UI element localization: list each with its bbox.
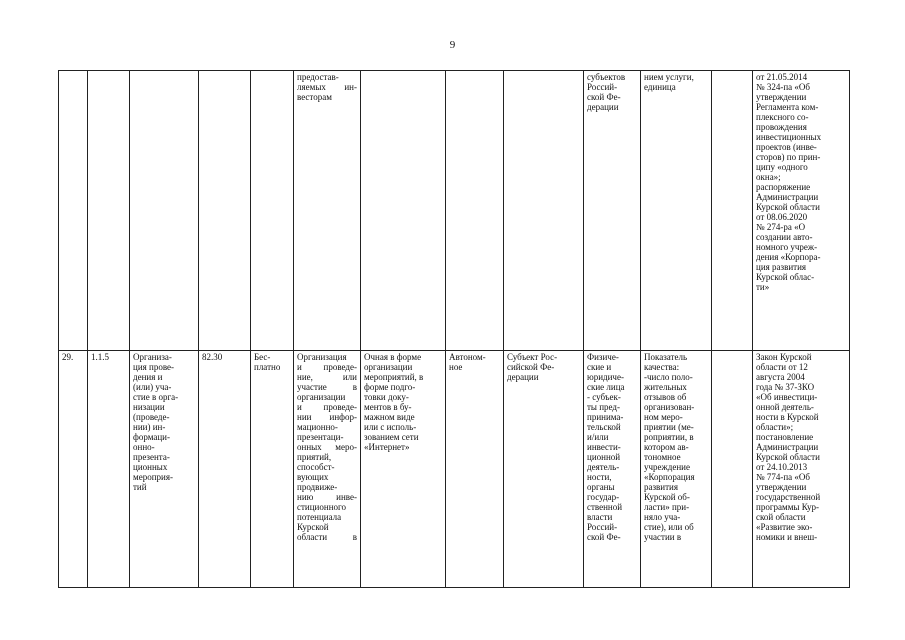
cell-form — [361, 71, 446, 351]
cell-content: Организация и проведе- ние, или участие в организации и проведе- нии инфор- мационно- презентаци- онных меро- приятий, способст- вующих продвиже- нию инве- стиционного потенциала Курской области в — [294, 351, 361, 588]
cell-form: Очная в форме организации мероприятий, в форме подго- товки доку- ментов в бу- мажном виде или с исполь- зованием сети «Интернет» — [361, 351, 446, 588]
cell-institution-type — [446, 71, 504, 351]
cell-okved — [199, 71, 251, 351]
cell-empty — [712, 351, 753, 588]
cell-content: предостав- ляемых ин- весторам — [294, 71, 361, 351]
cell-indicators: Показатель качества: -число поло- жительных отзывов об организован- ном меро- приятии (ме- роприятии, в котором ав- тономное учреждение «Корпорация развития Курской об- ласти» при- няло уча- стие), или об участии в — [641, 351, 712, 588]
table-row — [59, 71, 850, 351]
table-row — [59, 351, 850, 588]
cell-legal-basis: Закон Курской области от 12 августа 2004 года № 37-ЗКО «Об инвестици- онной деятель- ности в Курской области»; постановление Администрации Курской области от 24.10.2013 № 774-па «Об утверждении государственной программы Кур- ской области «Развитие эко- номики и внеш- — [753, 351, 850, 588]
cell-payment — [251, 71, 294, 351]
services-table — [58, 70, 850, 588]
cell-founder: Субъект Рос- сийской Фе- дерации — [504, 351, 584, 588]
cell-service-name — [130, 71, 199, 351]
cell-founder — [504, 71, 584, 351]
cell-service-name: Организа- ция прове- дения и (или) уча- стие в орга- низации (проведе- нии) ин- формаци- онно- презента- ционных мероприя- тий — [130, 351, 199, 588]
cell-code — [88, 71, 130, 351]
cell-consumers: Физиче- ские и юридиче- ские лица - субъек- ты пред- принима- тельской и/или инвести- ционной деятель- ности, органы государ- ственной власти Россий- ской Фе- — [584, 351, 641, 588]
cell-legal-basis: от 21.05.2014 № 324-па «Об утверждении Регламента ком- плексного со- провождения инвестиционных проектов (инве- сторов) по прин- ципу «одного окна»; распоряжение Администрации Курской области от 08.06.2020 № 274-ра «О создании авто- номного учреж- дения «Корпора- ция развития Курской облас- ти» — [753, 71, 850, 351]
cell-indicators: нием услуги, единица — [641, 71, 712, 351]
cell-number — [59, 71, 88, 351]
cell-consumers: субъектов Россий- ской Фе- дерации — [584, 71, 641, 351]
cell-number: 29. — [59, 351, 88, 588]
cell-code: 1.1.5 — [88, 351, 130, 588]
page-number: 9 — [449, 39, 456, 51]
cell-institution-type: Автоном- ное — [446, 351, 504, 588]
cell-empty — [712, 71, 753, 351]
cell-payment: Бес- платно — [251, 351, 294, 588]
cell-okved: 82.30 — [199, 351, 251, 588]
